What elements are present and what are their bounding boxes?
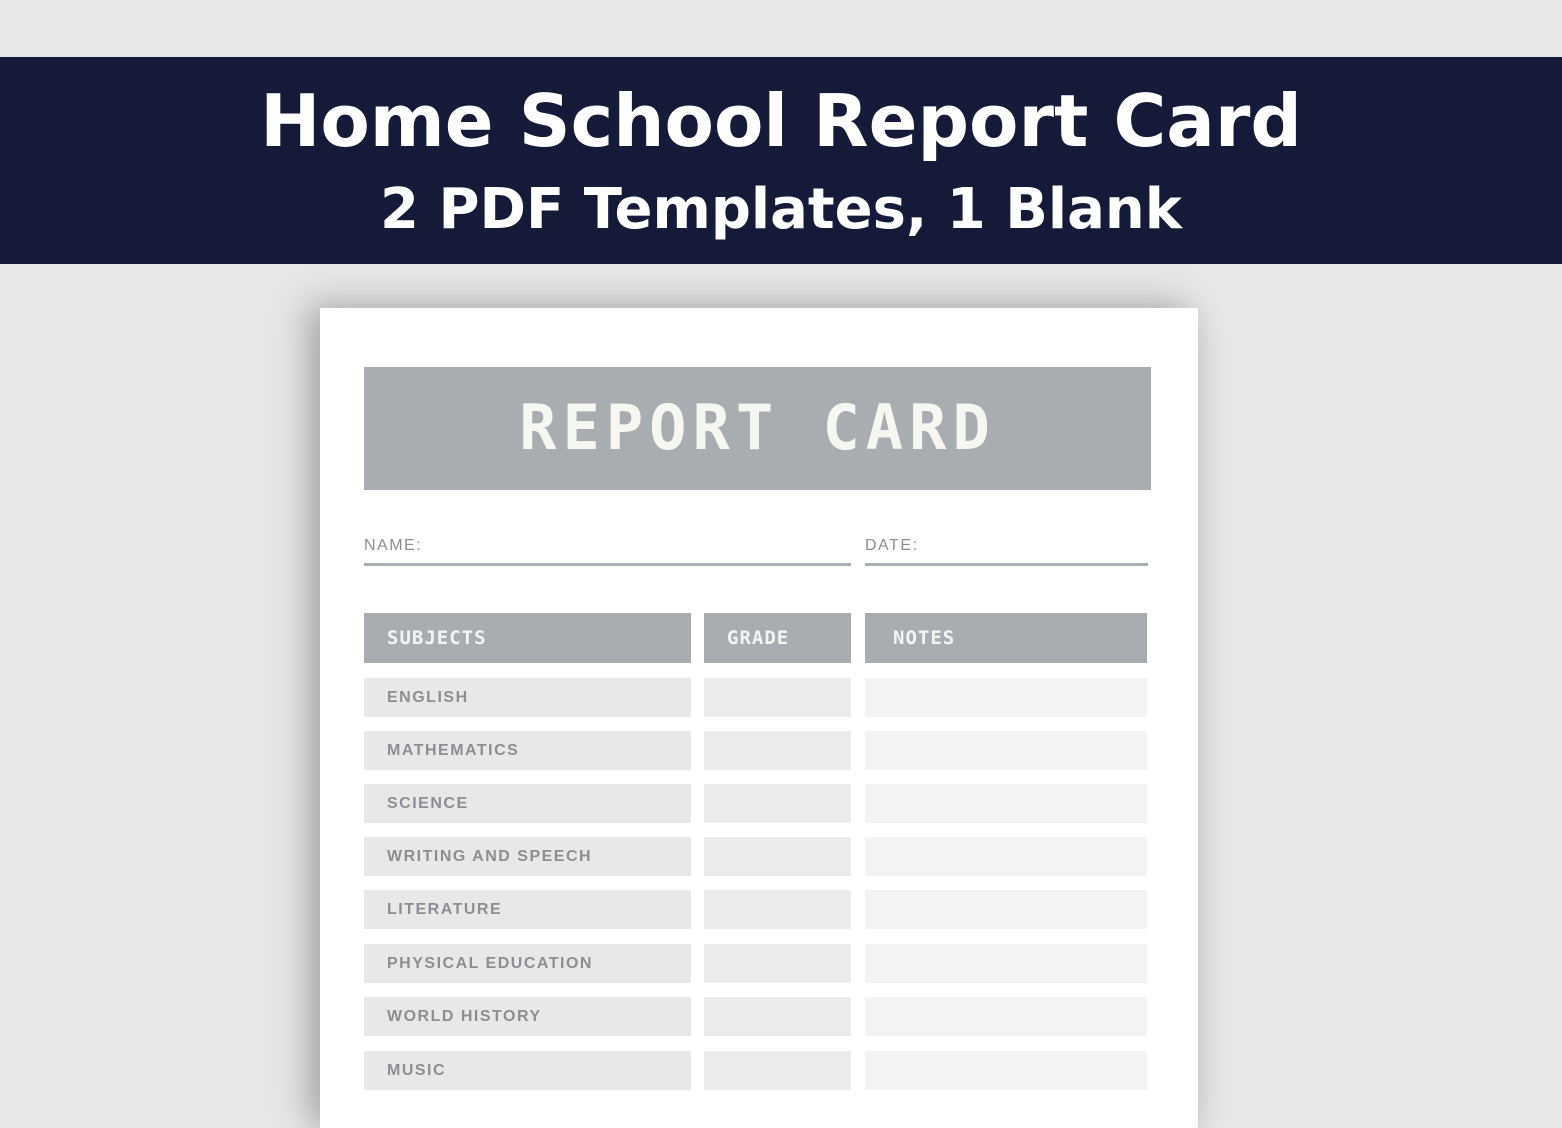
report-card-title: REPORT CARD	[519, 391, 996, 464]
notes-cell	[865, 837, 1147, 876]
grade-header: GRADE	[704, 613, 851, 663]
notes-cell	[865, 731, 1147, 770]
table-row	[320, 784, 1198, 823]
grade-cell	[704, 784, 851, 823]
notes-cell	[865, 784, 1147, 823]
grade-cell	[704, 678, 851, 717]
subject-cell: MATHEMATICS	[364, 731, 691, 770]
subject-cell: PHYSICAL EDUCATION	[364, 944, 691, 983]
table-row	[320, 997, 1198, 1036]
name-field-line	[364, 563, 851, 566]
title-banner	[0, 57, 1562, 264]
date-label: DATE:	[865, 537, 919, 554]
table-row	[320, 837, 1198, 876]
subject-cell: WORLD HISTORY	[364, 997, 691, 1036]
report-card-header	[364, 367, 1151, 490]
grade-cell	[704, 1051, 851, 1090]
notes-cell	[865, 944, 1147, 983]
grade-cell	[704, 997, 851, 1036]
banner-title: Home School Report Card	[260, 79, 1302, 163]
grade-cell	[704, 944, 851, 983]
notes-cell	[865, 997, 1147, 1036]
subject-cell: SCIENCE	[364, 784, 691, 823]
banner-subtitle: 2 PDF Templates, 1 Blank	[380, 177, 1182, 242]
grade-cell	[704, 837, 851, 876]
subject-cell: WRITING AND SPEECH	[364, 837, 691, 876]
notes-header: NOTES	[865, 613, 1147, 663]
report-card-page	[320, 308, 1198, 1128]
table-row	[320, 731, 1198, 770]
grade-cell	[704, 890, 851, 929]
notes-cell	[865, 678, 1147, 717]
table-row	[320, 678, 1198, 717]
date-field-line	[865, 563, 1148, 566]
notes-cell	[865, 1051, 1147, 1090]
table-row	[320, 944, 1198, 983]
table-row	[320, 890, 1198, 929]
grade-cell	[704, 731, 851, 770]
subject-cell: LITERATURE	[364, 890, 691, 929]
notes-cell	[865, 890, 1147, 929]
subject-cell: ENGLISH	[364, 678, 691, 717]
name-label: NAME:	[364, 537, 423, 554]
subject-cell: MUSIC	[364, 1051, 691, 1090]
subjects-header: SUBJECTS	[364, 613, 691, 663]
table-row	[320, 1051, 1198, 1090]
